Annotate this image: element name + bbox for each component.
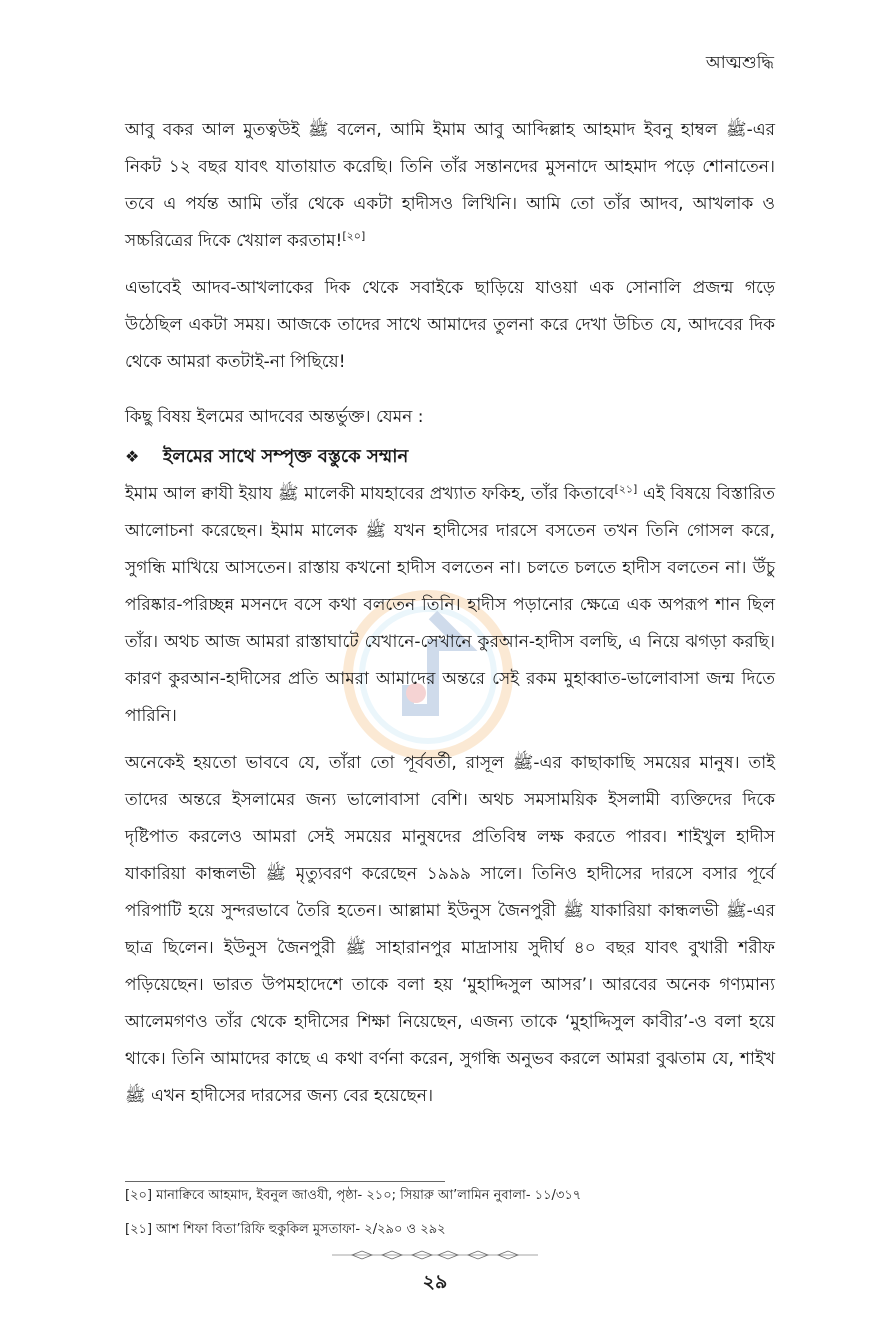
paragraph-5: অনেকেই হয়তো ভাববে যে, তাঁরা তো পূর্ববর্তী, রাসূল ﷺ-এর কাছাকাছি সময়ের মানুষ। তাই তাদের অন্তরে ইসলামের জন্য ভালোবাসা বেশি। অথচ সমসাময়িক ইসলামী ব্যক্তিদের দিকে দৃষ্টিপাত করলেও আমরা সেই সময়ের মানুষদের প্রতিবিম্ব লক্ষ করতে পারব। শাইখুল হাদীস যাকারিয়া কান্ধলভী ﷺ মৃত্যুবরণ করেছেন ১৯৯৯ সালে। তিনিও হাদীসের দারসে বসার পূর্বে পরিপাটি হয়ে সুন্দরভাবে তৈরি হতেন। আল্লামা ইউনুস জৈনপুরী ﷺ যাকারিয়া কান্ধলভী ﷺ-এর ছাত্র ছিলেন। ইউনুস জৈনপুরী ﷺ সাহারানপুর মাদ্রাসায় সুদীর্ঘ ৪০ বছর যাবৎ বুখারী শরীফ পড়িয়েছেন। ভারত উপমহাদেশে তাকে বলা হয় ‘মুহাদ্দিসুল আসর’। আরবের অনেক গণ্যমান্য আলেমগণও তাঁর থেকে হাদীসের শিক্ষা নিয়েছেন, এজন্য তাকে ‘মুহাদ্দিসুল কাবীর’-ও বলা হয়ে থাকে। তিনি আমাদের কাছে এ কথা বর্ণনা করেন, সুগন্ধি অনুভব করলে আমরা বুঝতাম যে, শাইখ ﷺ এখন হাদীসের দারসের জন্য বের হয়েছেন। — [125, 753, 775, 1106]
footnotes — [125, 1186, 775, 1254]
body-text — [125, 112, 775, 1125]
footnote-ref-21[interactable]: [২১] — [614, 482, 638, 496]
section-heading — [125, 438, 775, 476]
section-heading-text: ইলমের সাথে সম্পৃক্ত বস্তুকে সম্মান — [163, 446, 409, 467]
footnote-20: [২০] মানাক্বিবে আহমাদ, ইবনুল জাওযী, পৃষ্ঠা- ২১০; সিয়ারু আ’লামিন নুবালা- ১১/৩১৭ — [125, 1188, 582, 1203]
paragraph-4-text-b: এই বিষয়ে বিস্তারিত আলোচনা করেছেন। ইমাম মালেক ﷺ যখন হাদীসের দারসে বসতেন তখন তিনি গোসল করে, সুগন্ধি মাখিয়ে আসতেন। রাস্তায় কখনো হাদীস বলতেন না। চলতে চলতে হাদীস বলতেন না। উঁচু পরিষ্কার-পরিচ্ছন্ন মসনদে বসে কথা বলতেন তিনি। হাদীস পড়ানোর ক্ষেত্রে এক অপরূপ শান ছিল তাঁর। অথচ আজ আমরা রাস্তাঘাটে যেখানে-সেখানে কুরআন-হাদীস বলছি, এ নিয়ে ঝগড়া করছি। কারণ কুরআন-হাদীসের প্রতি আমরা আমাদের অন্তরে সেই রকম মুহাব্বাত-ভালোবাসা জন্ম দিতে পারিনি। — [125, 484, 775, 726]
paragraph-1 — [125, 112, 775, 260]
ornament-divider-icon — [332, 1250, 538, 1260]
footnote-divider — [125, 1181, 445, 1182]
paragraph-1-text: আবু বকর আল মুতত্বউই ﷺ বলেন, আমি ইমাম আবু আব্দিল্লাহ আহমাদ ইবনু হাম্বল ﷺ-এর নিকট ১২ বছর যাবৎ যাতায়াত করেছি। তিনি তাঁর সন্তানদের মুসনাদে আহমাদ পড়ে শোনাতেন। তবে এ পর্যন্ত আমি তাঁর থেকে একটা হাদীসও লিখিনি। আমি তো তাঁর আদব, আখলাক ও সচ্চরিত্রের দিকে খেয়াল করতাম! — [125, 120, 775, 251]
paragraph-4 — [125, 476, 775, 735]
diamond-bullet-icon: ❖ — [125, 447, 140, 466]
footnote-ref-20[interactable]: [২০] — [342, 229, 366, 243]
page-number: ২৯ — [422, 1271, 448, 1293]
footnote-21: [২১] আশ শিফা বিতা’রিফি হুকুকিল মুসতাফা- ২/২৯০ ও ২৯২ — [125, 1222, 446, 1237]
paragraph-4-text-a: ইমাম আল ক্বাযী ইয়ায ﷺ মালেকী মাযহাবের প্রখ্যাত ফকিহ, তাঁর কিতাবে — [125, 484, 615, 504]
running-header: আত্মশুদ্ধি — [705, 53, 774, 73]
paragraph-2: এভাবেই আদব-আখলাকের দিক থেকে সবাইকে ছাড়িয়ে যাওয়া এক সোনালি প্রজন্ম গড়ে উঠেছিল একটা সময়। আজকে তাদের সাথে আমাদের তুলনা করে দেখা উচিত যে, আদবের দিক থেকে আমরা কতটাই-না পিছিয়ে! — [125, 278, 775, 372]
paragraph-3: কিছু বিষয় ইলমের আদবের অন্তর্ভুক্ত। যেমন : — [125, 407, 424, 427]
